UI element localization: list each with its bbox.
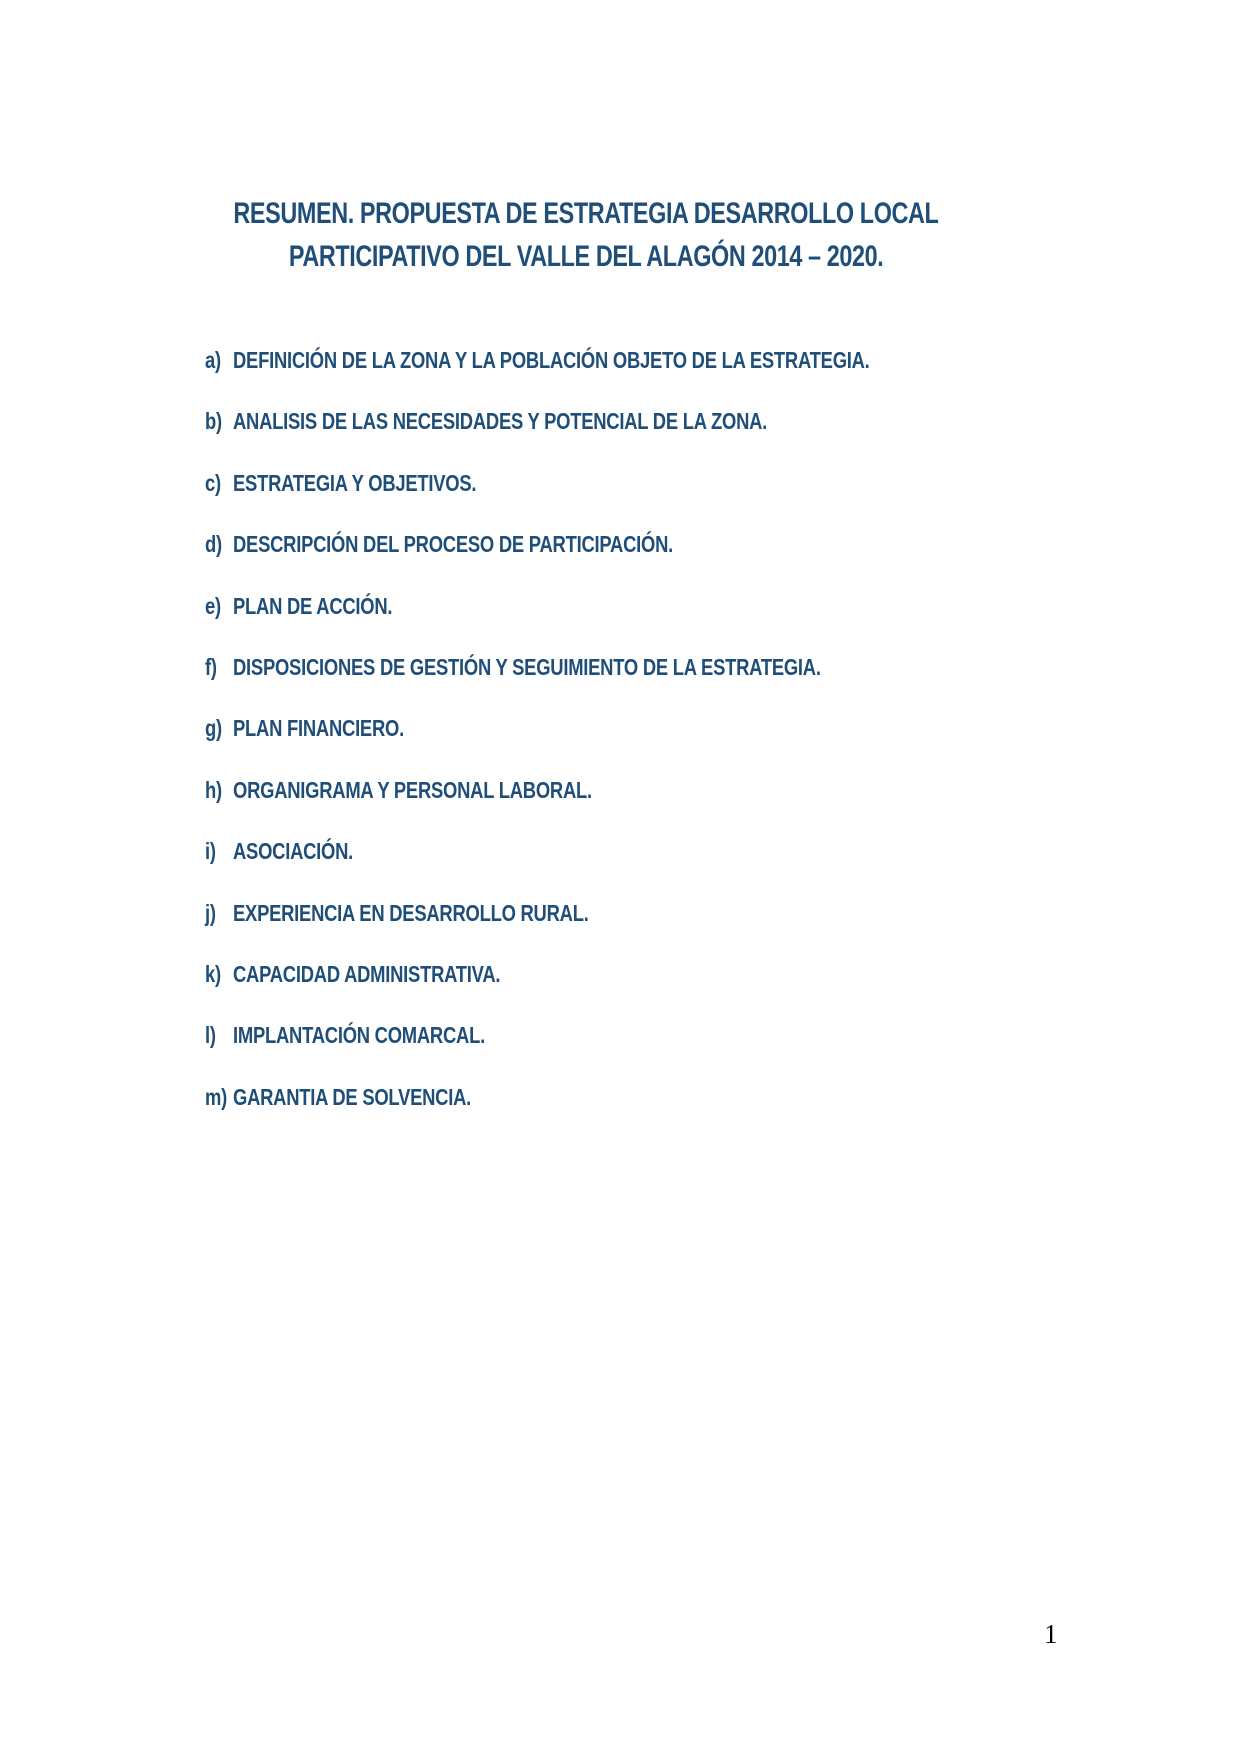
page-number: 1	[1044, 1619, 1058, 1649]
toc-item-m	[205, 1083, 1005, 1144]
toc-item-b	[205, 407, 1005, 468]
toc-item-label: g)	[205, 715, 222, 742]
toc-item-label: f)	[205, 653, 217, 680]
toc-item-label: h)	[205, 776, 222, 803]
toc-item-a	[205, 346, 1005, 407]
toc-item-label: i)	[205, 838, 216, 865]
toc-item-k	[205, 960, 1005, 1021]
document-title	[136, 192, 1036, 278]
toc-item-text: CAPACIDAD ADMINISTRATIVA.	[233, 960, 501, 987]
title-line-1: RESUMEN. PROPUESTA DE ESTRATEGIA DESARROLLO LOCAL	[233, 197, 939, 230]
toc-item-c	[205, 469, 1005, 530]
toc-item-f	[205, 653, 1005, 714]
toc-item-e	[205, 592, 1005, 653]
toc-item-text: ORGANIGRAMA Y PERSONAL LABORAL.	[233, 776, 592, 803]
toc-item-text: ASOCIACIÓN.	[233, 838, 354, 865]
toc-item-label: c)	[205, 469, 221, 496]
toc-item-label: e)	[205, 592, 221, 619]
toc-item-text: DISPOSICIONES DE GESTIÓN Y SEGUIMIENTO DE LA ESTRATEGIA.	[233, 653, 821, 680]
toc-item-j	[205, 899, 1005, 960]
toc-item-label: l)	[205, 1022, 216, 1049]
toc-item-text: DESCRIPCIÓN DEL PROCESO DE PARTICIPACIÓN.	[233, 531, 673, 558]
toc-list	[205, 346, 1205, 1144]
title-line-2: PARTICIPATIVO DEL VALLE DEL ALAGÓN 2014 – 2020.	[288, 240, 884, 273]
toc-item-d	[205, 530, 1005, 591]
toc-item-l	[205, 1021, 1005, 1082]
toc-item-text: PLAN FINANCIERO.	[233, 715, 404, 742]
toc-item-h	[205, 776, 1005, 837]
toc-item-text: EXPERIENCIA EN DESARROLLO RURAL.	[233, 899, 589, 926]
toc-item-text: PLAN DE ACCIÓN.	[233, 592, 393, 619]
toc-item-label: k)	[205, 960, 221, 987]
toc-item-g	[205, 714, 1005, 775]
toc-item-text: DEFINICIÓN DE LA ZONA Y LA POBLACIÓN OBJETO DE LA ESTRATEGIA.	[233, 347, 870, 373]
toc-item-label: b)	[205, 408, 222, 435]
toc-item-text: ESTRATEGIA Y OBJETIVOS.	[233, 469, 477, 496]
toc-item-label: j)	[205, 899, 216, 926]
toc-item-text: IMPLANTACIÓN COMARCAL.	[233, 1022, 485, 1049]
toc-item-i	[205, 837, 1005, 898]
toc-item-label: m)	[205, 1083, 228, 1110]
toc-item-text: ANALISIS DE LAS NECESIDADES Y POTENCIAL DE LA ZONA.	[233, 408, 768, 435]
toc-item-label: a)	[205, 347, 221, 373]
toc-item-text: GARANTIA DE SOLVENCIA.	[233, 1083, 472, 1110]
toc-item-label: d)	[205, 531, 222, 558]
